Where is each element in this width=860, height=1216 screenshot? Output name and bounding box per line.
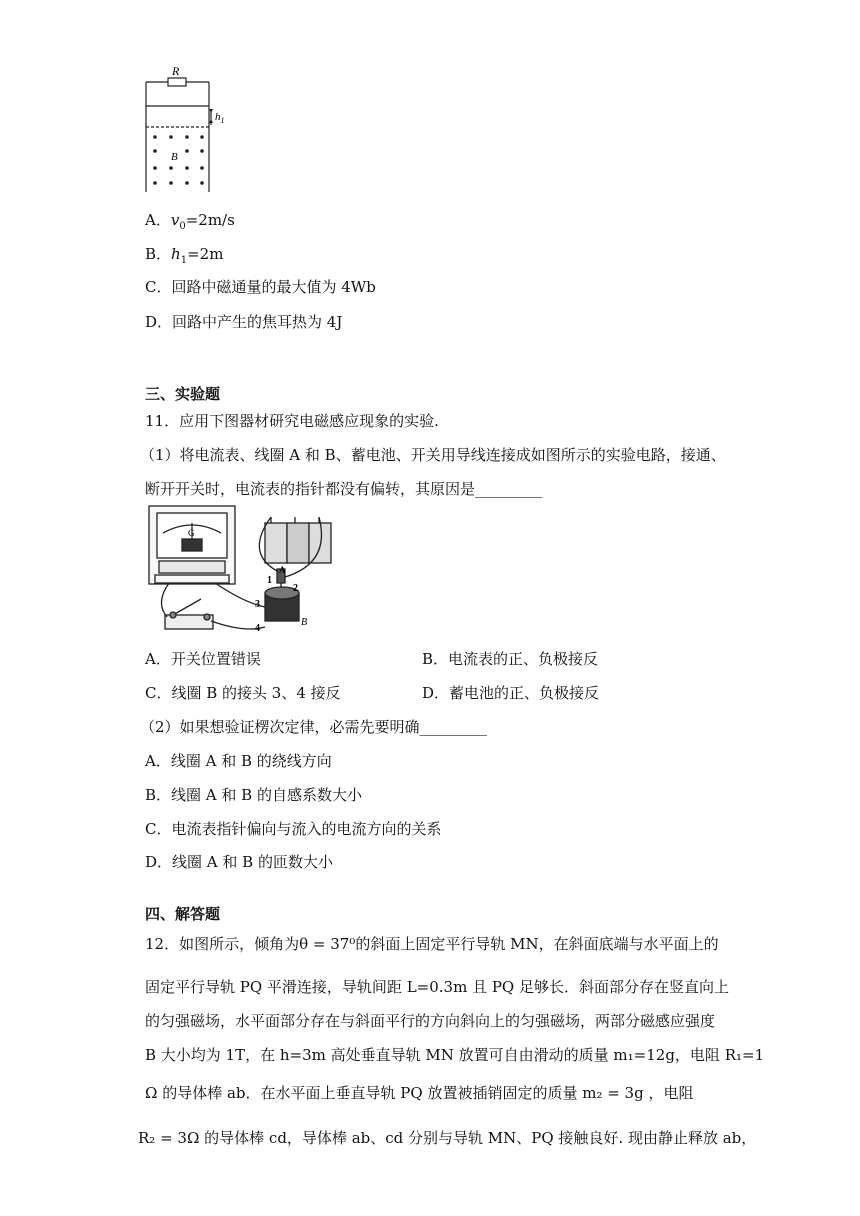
terminal-label-1: 1	[267, 575, 272, 586]
q11-stem: 11．应用下图器材研究电磁感应现象的实验.	[145, 412, 439, 430]
height-label: h	[215, 111, 221, 123]
q11-p1-option-d: D．蓄电池的正、负极接反	[422, 684, 600, 702]
terminal-label-4: 4	[255, 623, 260, 634]
q11-p2-option-d: D．线圈 A 和 B 的匝数大小	[145, 853, 333, 871]
height-subscript: 1	[220, 116, 225, 125]
apparatus-figure	[145, 503, 335, 638]
q12-line6: R₂ = 3Ω 的导体棒 cd，导体棒 ab、cd 分别与导轨 MN、PQ 接触良好. 现由静止释放 ab，	[138, 1129, 757, 1147]
q10-option-d: D．回路中产生的焦耳热为 4J	[145, 313, 343, 331]
coil-b-label: B	[301, 617, 308, 628]
q11-p2-option-b: B．线圈 A 和 B 的自感系数大小	[145, 786, 362, 804]
q11-p1-option-c: C．线圈 B 的接头 3、4 接反	[145, 684, 341, 702]
q11-p2-option-a: A．线圈 A 和 B 的绕线方向	[145, 752, 332, 770]
svg-text:h1	[215, 111, 225, 125]
q10-option-c: C．回路中磁通量的最大值为 4Wb	[145, 278, 376, 296]
q11-part2-stem: （2）如果想验证楞次定律，必需先要明确_________	[140, 718, 488, 736]
field-label: B	[171, 151, 178, 163]
q12-line3: 的匀强磁场，水平面部分存在与斜面平行的方向斜向上的匀强磁场，两部分磁感应强度	[145, 1012, 716, 1030]
q11-p1-option-b: B．电流表的正、负极接反	[422, 650, 599, 668]
magnetic-field-figure	[140, 62, 230, 194]
coil-a-label: A	[279, 565, 286, 575]
q11-p1-option-a: A．开关位置错误	[145, 650, 261, 668]
section-heading-experiment: 三、实验题	[145, 385, 221, 403]
q11-part1-line1: （1）将电流表、线圈 A 和 B、蓄电池、开关用导线连接成如图所示的实验电路，接通、	[140, 446, 726, 464]
q10-option-b: B．$h_1=2m$	[145, 245, 224, 266]
galvanometer-label: G	[188, 528, 195, 538]
terminal-label-3: 3	[255, 599, 260, 610]
section-heading-answer: 四、解答题	[145, 905, 221, 923]
q10-option-a: A．$v_0=2m/s$	[145, 211, 235, 232]
terminal-label-2: 2	[293, 583, 298, 594]
resistor-label: R	[172, 64, 180, 78]
q12-line5: Ω 的导体棒 ab．在水平面上垂直导轨 PQ 放置被插销固定的质量 m₂ = 3g ，电阻	[145, 1084, 694, 1102]
q11-p2-option-c: C．电流表指针偏向与流入的电流方向的关系	[145, 820, 442, 838]
q12-line4: B 大小均为 1T，在 h=3m 高处垂直导轨 MN 放置可自由滑动的质量 m₁=12g，电阻 R₁=1	[145, 1046, 765, 1064]
q12-line2: 固定平行导轨 PQ 平滑连接，导轨间距 L=0.3m 且 PQ 足够长．斜面部分存在竖直向上	[145, 978, 729, 996]
q12-line1: 12．如图所示，倾角为θ = 37⁰的斜面上固定平行导轨 MN，在斜面底端与水平面上的	[145, 935, 719, 953]
q11-part1-line2: 断开开关时，电流表的指针都没有偏转，其原因是_________	[145, 480, 543, 498]
